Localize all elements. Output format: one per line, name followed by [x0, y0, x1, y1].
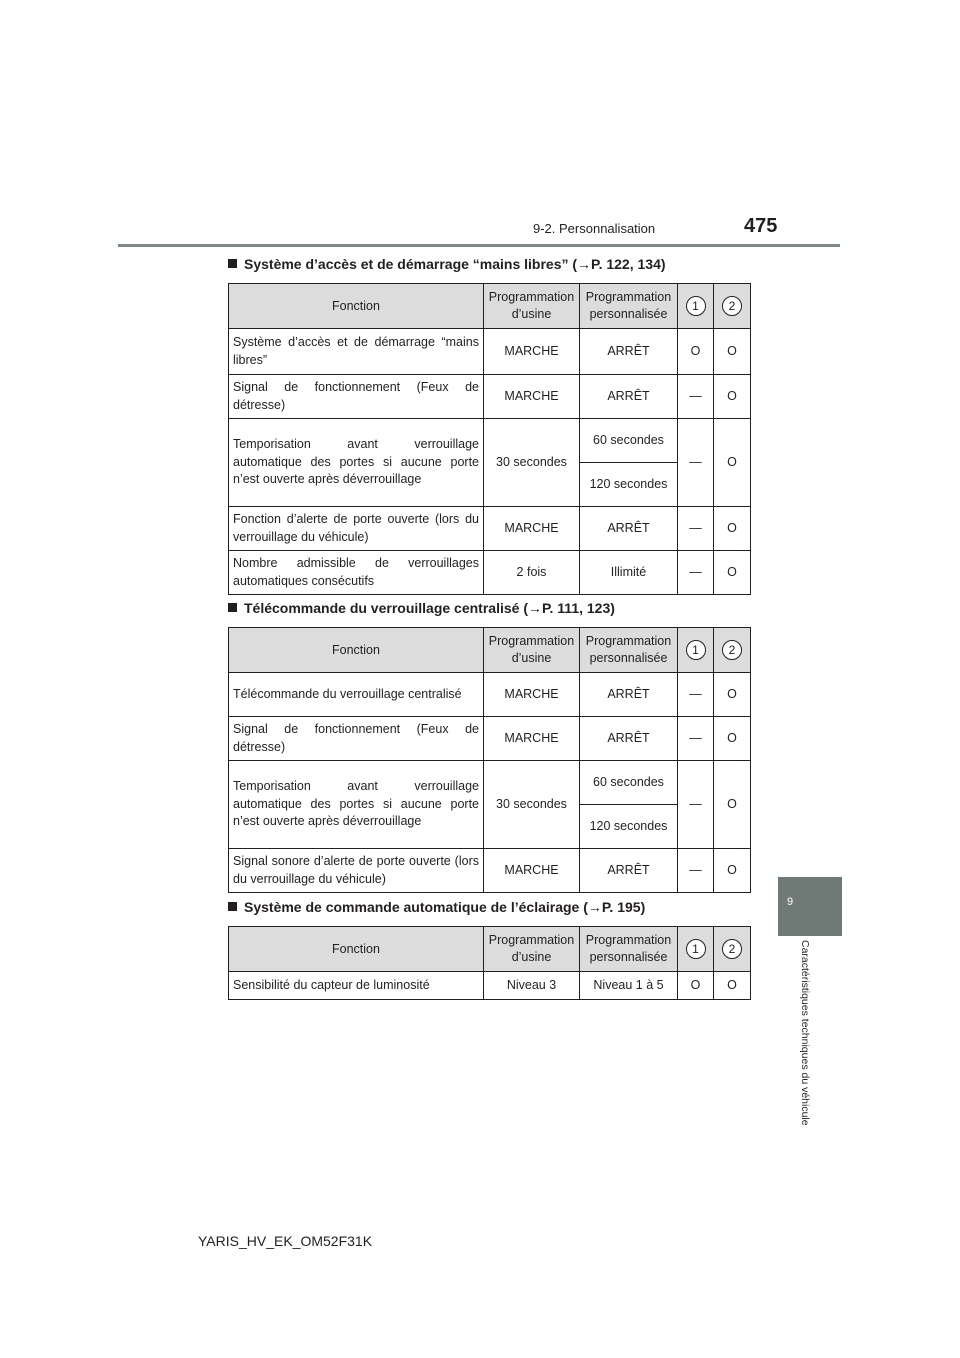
- bullet-square-icon: [228, 603, 237, 612]
- cell-fonction: Fonction d’alerte de porte ouverte (lors du verrouillage du véhicule): [229, 507, 484, 551]
- cell-usine: 30 secondes: [484, 419, 580, 507]
- table-row: [229, 717, 751, 761]
- cell-1: —: [678, 551, 714, 595]
- col-header-1: [678, 284, 714, 329]
- col-header-2: [714, 927, 751, 972]
- cell-usine: 30 secondes: [484, 761, 580, 849]
- cell-perso: ARRÊT: [580, 849, 678, 893]
- table-header-row: [229, 927, 751, 972]
- cell-2: O: [714, 507, 751, 551]
- col-header-perso: Programmation personnalisée: [580, 927, 678, 972]
- cell-2: O: [714, 419, 751, 507]
- col-header-fonction: Fonction: [229, 284, 484, 329]
- document-code: YARIS_HV_EK_OM52F31K: [198, 1233, 373, 1249]
- table-row: [229, 375, 751, 419]
- cell-1: —: [678, 717, 714, 761]
- cell-1: —: [678, 375, 714, 419]
- section-title: Système d’accès et de démarrage “mains libres” (→P. 122, 134): [244, 256, 666, 272]
- bullet-square-icon: [228, 902, 237, 911]
- col-header-perso: Programmation personnalisée: [580, 628, 678, 673]
- cell-perso: 120 secondes: [580, 463, 678, 507]
- circled-number-1-icon: 1: [686, 640, 706, 660]
- section-heading: [228, 899, 645, 915]
- col-header-fonction: Fonction: [229, 628, 484, 673]
- cell-fonction: Signal de fonctionnement (Feux de détresse): [229, 717, 484, 761]
- circled-number-2-icon: 2: [722, 296, 742, 316]
- cell-perso: Niveau 1 à 5: [580, 972, 678, 1000]
- cell-usine: Niveau 3: [484, 972, 580, 1000]
- cell-perso: ARRÊT: [580, 507, 678, 551]
- col-header-1: [678, 927, 714, 972]
- cell-perso: 60 secondes: [580, 419, 678, 463]
- cell-perso: ARRÊT: [580, 673, 678, 717]
- table-row: [229, 551, 751, 595]
- table-row: [229, 507, 751, 551]
- cell-usine: 2 fois: [484, 551, 580, 595]
- col-header-usine: Programmation d’usine: [484, 284, 580, 329]
- settings-table: [228, 627, 751, 893]
- page-number: 475: [744, 215, 778, 237]
- cell-perso: 120 secondes: [580, 805, 678, 849]
- cell-1: —: [678, 507, 714, 551]
- bullet-square-icon: [228, 259, 237, 268]
- col-header-2: [714, 628, 751, 673]
- cell-usine: MARCHE: [484, 507, 580, 551]
- cell-1: —: [678, 673, 714, 717]
- settings-table: [228, 926, 751, 1000]
- cell-2: O: [714, 761, 751, 849]
- table-row: [229, 329, 751, 375]
- header-rule: [118, 244, 840, 247]
- table-row: [229, 761, 751, 805]
- col-header-perso: Programmation personnalisée: [580, 284, 678, 329]
- cell-usine: MARCHE: [484, 673, 580, 717]
- cell-2: O: [714, 329, 751, 375]
- cell-1: O: [678, 972, 714, 1000]
- cell-fonction: Signal de fonctionnement (Feux de détresse): [229, 375, 484, 419]
- section-heading: [228, 600, 615, 616]
- cell-2: O: [714, 849, 751, 893]
- circled-number-2-icon: 2: [722, 640, 742, 660]
- cell-usine: MARCHE: [484, 849, 580, 893]
- cell-usine: MARCHE: [484, 717, 580, 761]
- cell-fonction: Système d’accès et de démarrage “mains libres”: [229, 329, 484, 375]
- cell-fonction: Signal sonore d’alerte de porte ouverte (lors du verrouillage du véhicule): [229, 849, 484, 893]
- section-title: Système de commande automatique de l’éclairage (→P. 195): [244, 899, 646, 915]
- cell-2: O: [714, 717, 751, 761]
- cell-2: O: [714, 375, 751, 419]
- table-row: [229, 419, 751, 463]
- cell-2: O: [714, 673, 751, 717]
- cell-2: O: [714, 551, 751, 595]
- circled-number-1-icon: 1: [686, 939, 706, 959]
- table-row: [229, 849, 751, 893]
- col-header-fonction: Fonction: [229, 927, 484, 972]
- circled-number-2-icon: 2: [722, 939, 742, 959]
- header-section-title: 9-2. Personnalisation: [533, 221, 656, 236]
- col-header-usine: Programmation d’usine: [484, 927, 580, 972]
- cell-perso: ARRÊT: [580, 329, 678, 375]
- table-row: [229, 673, 751, 717]
- col-header-usine: Programmation d’usine: [484, 628, 580, 673]
- settings-table: [228, 283, 751, 595]
- cell-fonction: Nombre admissible de verrouillages automatiques consécutifs: [229, 551, 484, 595]
- table-header-row: [229, 284, 751, 329]
- col-header-2: [714, 284, 751, 329]
- cell-fonction: Temporisation avant verrouillage automatique des portes si aucune porte n’est ouverte après déverrouillage: [229, 419, 484, 507]
- cell-2: O: [714, 972, 751, 1000]
- cell-fonction: Temporisation avant verrouillage automatique des portes si aucune porte n’est ouverte après déverrouillage: [229, 761, 484, 849]
- section-title: Télécommande du verrouillage centralisé (→P. 111, 123): [244, 600, 615, 616]
- cell-1: —: [678, 761, 714, 849]
- cell-usine: MARCHE: [484, 329, 580, 375]
- cell-1: —: [678, 419, 714, 507]
- cell-1: —: [678, 849, 714, 893]
- chapter-label: Caractéristiques techniques du véhicule: [799, 940, 811, 1126]
- cell-1: O: [678, 329, 714, 375]
- cell-perso: ARRÊT: [580, 717, 678, 761]
- cell-perso: 60 secondes: [580, 761, 678, 805]
- table-header-row: [229, 628, 751, 673]
- table-row: [229, 972, 751, 1000]
- cell-perso: ARRÊT: [580, 375, 678, 419]
- cell-usine: MARCHE: [484, 375, 580, 419]
- cell-fonction: Sensibilité du capteur de luminosité: [229, 972, 484, 1000]
- col-header-1: [678, 628, 714, 673]
- cell-fonction: Télécommande du verrouillage centralisé: [229, 673, 484, 717]
- cell-perso: Illimité: [580, 551, 678, 595]
- circled-number-1-icon: 1: [686, 296, 706, 316]
- chapter-number: 9: [787, 896, 794, 908]
- section-heading: [228, 256, 666, 272]
